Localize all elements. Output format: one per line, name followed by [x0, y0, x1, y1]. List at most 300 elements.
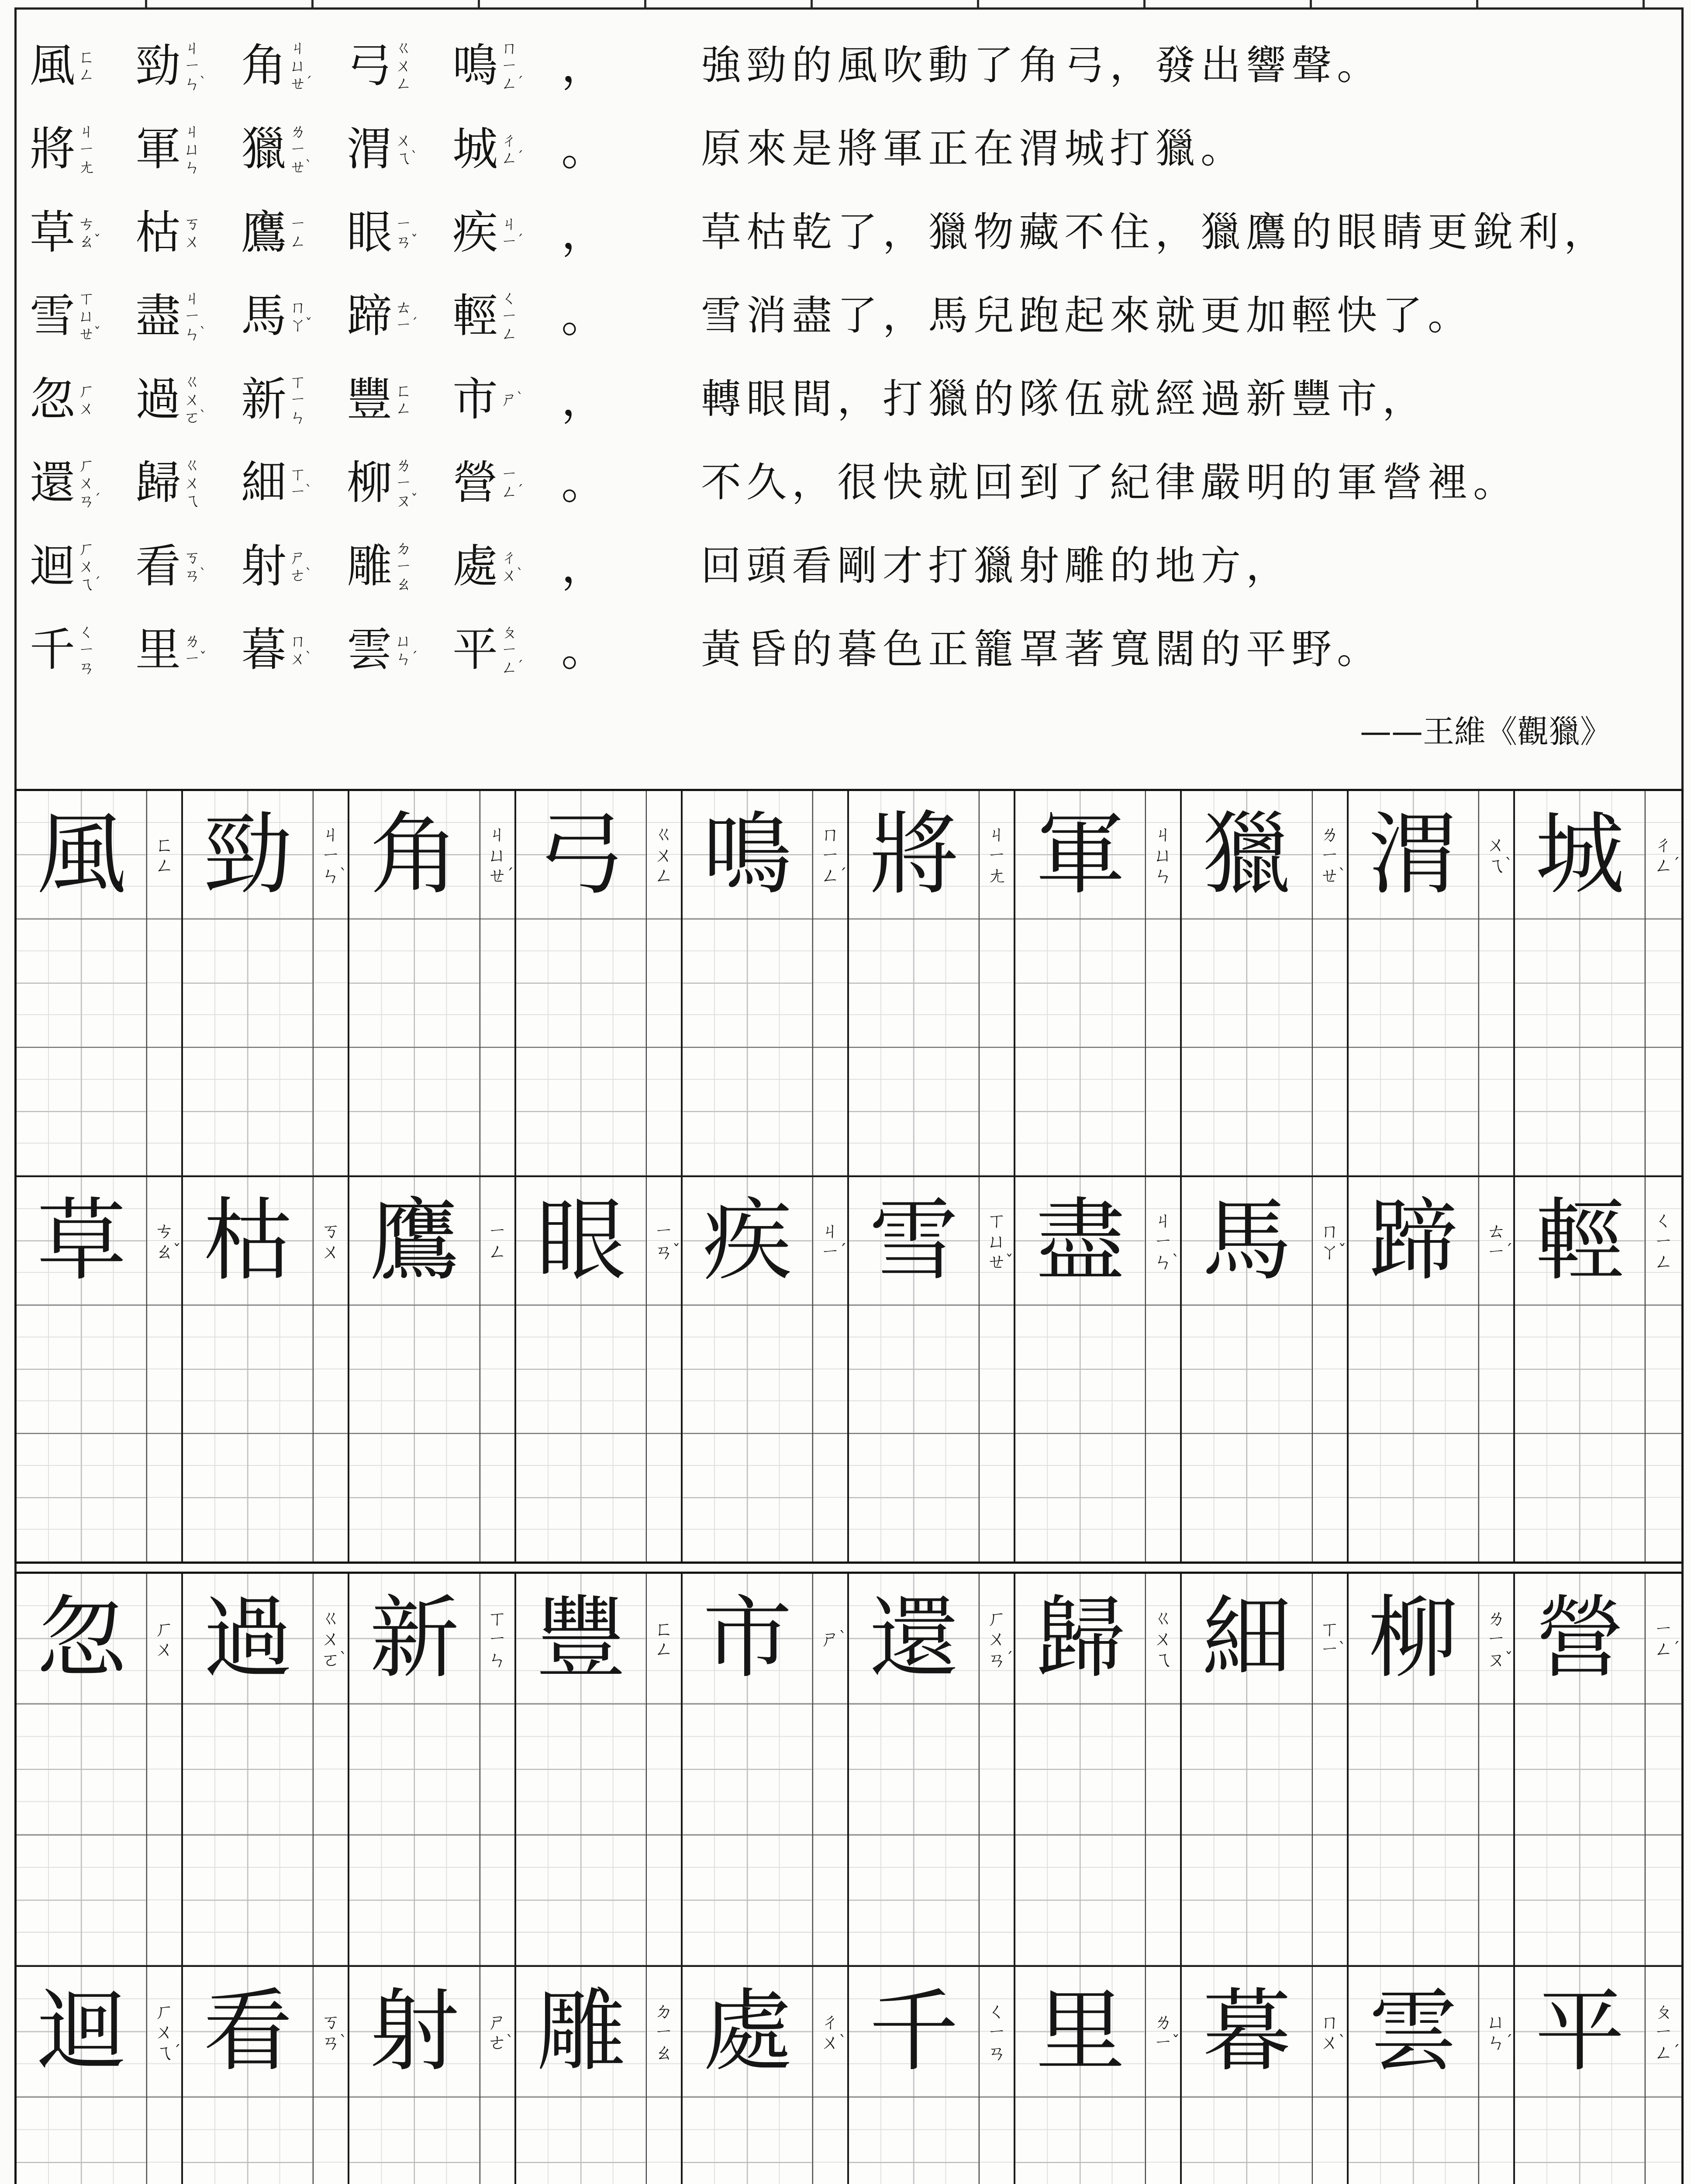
- poem-line: [0, 621, 1691, 678]
- bopomofo-tone-mark: ˇ: [1338, 1241, 1346, 1260]
- practice-column: [849, 1574, 1015, 1965]
- poem-character-group: [240, 621, 327, 678]
- bopomofo-glyph: ㄥ: [1654, 854, 1674, 877]
- practice-row: [17, 1574, 1681, 1967]
- model-square: [516, 1967, 646, 2098]
- bopomofo-stack: [1486, 2011, 1513, 2054]
- bopomofo-stack: [987, 824, 1006, 887]
- poem-character-group: [134, 538, 221, 594]
- practice-square: [183, 1434, 313, 1562]
- bopomofo-glyph: ㄣ: [184, 157, 201, 177]
- poem-character-group: [345, 121, 433, 177]
- model-bopomofo: [654, 823, 673, 887]
- model-character: 看: [203, 1980, 293, 2084]
- practice-column: [1182, 791, 1348, 1175]
- model-bopomofo: [488, 1607, 507, 1670]
- bopomofo-square: [1146, 1306, 1180, 1434]
- poem-bopomofo: [290, 631, 312, 668]
- bopomofo-tone-mark: ˊ: [1505, 2032, 1513, 2051]
- poem-bopomofo: [395, 455, 418, 511]
- bopomofo-cell: [647, 1574, 683, 1965]
- bopomofo-stack: [487, 823, 514, 887]
- bopomofo-glyph: ㄟ: [1486, 854, 1506, 877]
- bopomofo-square: [1479, 1835, 1513, 1965]
- bopomofo-tone-mark: ˊ: [517, 483, 524, 499]
- model-bopomofo: [321, 1607, 347, 1671]
- bopomofo-glyph: ㄧ: [821, 844, 840, 867]
- practice-square: [17, 2098, 146, 2184]
- poem-character: 勁: [135, 39, 181, 92]
- bopomofo-glyph: ㄧ: [78, 640, 95, 660]
- model-square: [516, 1574, 646, 1704]
- bopomofo-square: [480, 1048, 514, 1175]
- bopomofo-cell: [1479, 1967, 1515, 2184]
- model-bopomofo: [654, 2000, 673, 2063]
- poem-character-group: [28, 621, 116, 678]
- bopomofo-glyph: ㄧ: [78, 139, 95, 159]
- bopomofo-stack: [321, 2011, 347, 2054]
- model-square: [17, 1967, 146, 2098]
- bopomofo-glyph: ㄠ: [654, 2042, 673, 2064]
- bopomofo-glyph: ㄧ: [321, 844, 341, 867]
- bopomofo-glyph: ㄤ: [78, 157, 95, 177]
- bopomofo-glyph: ㄣ: [1486, 2031, 1506, 2054]
- bopomofo-glyph: ㄨ: [395, 56, 412, 76]
- bopomofo-square: [1146, 1704, 1180, 1835]
- bopomofo-glyph: ㄍ: [1153, 1607, 1173, 1630]
- bopomofo-glyph: ㄨ: [184, 473, 201, 493]
- character-cell: [183, 1177, 314, 1562]
- bopomofo-glyph: ㄑ: [78, 622, 95, 642]
- bopomofo-tone-mark: ˊ: [517, 233, 524, 249]
- model-square: [683, 1177, 812, 1306]
- poem-line: [0, 121, 1691, 177]
- bopomofo-square: [647, 1048, 681, 1175]
- bopomofo-glyph: ㄕ: [487, 2011, 507, 2033]
- bopomofo-stack: [395, 539, 412, 593]
- bopomofo-stack: [501, 464, 524, 501]
- bopomofo-glyph: ㄒ: [987, 1209, 1007, 1232]
- poem-character: 城: [452, 122, 498, 176]
- bopomofo-glyph: ㄝ: [487, 864, 507, 887]
- model-square: [17, 1574, 146, 1704]
- model-bopomofo: [155, 2000, 181, 2064]
- bopomofo-square: [813, 791, 847, 919]
- bopomofo-tone-mark: ˊ: [173, 2042, 181, 2061]
- poem-character: 獵: [241, 122, 286, 176]
- model-character: 里: [1035, 1980, 1125, 2084]
- bopomofo-glyph: ㄠ: [78, 232, 95, 251]
- bopomofo-cell: [647, 1967, 683, 2184]
- bopomofo-glyph: ㄒ: [1320, 1617, 1339, 1640]
- bopomofo-cell: [813, 1177, 849, 1562]
- model-square: [17, 1177, 146, 1306]
- bopomofo-glyph: ㄇ: [1320, 1220, 1339, 1242]
- bopomofo-stack: [395, 455, 418, 511]
- practice-column: [349, 791, 516, 1175]
- bopomofo-tone-mark: ˇ: [411, 492, 418, 508]
- poem-character-group: [345, 538, 433, 594]
- bopomofo-glyph: ㄥ: [1654, 1251, 1674, 1273]
- bopomofo-stack: [395, 214, 418, 251]
- model-square: [1015, 1177, 1145, 1306]
- practice-grid-frame: [14, 1572, 1684, 2184]
- bopomofo-stack: [321, 1607, 347, 1671]
- bopomofo-stack: [78, 214, 101, 251]
- poem-character: 將: [29, 122, 75, 176]
- bopomofo-glyph: ㄨ: [987, 1628, 1007, 1650]
- bopomofo-stack: [1654, 1210, 1673, 1273]
- model-bopomofo: [487, 823, 514, 887]
- practice-square: [183, 2098, 313, 2184]
- bopomofo-glyph: ㄧ: [1153, 1230, 1173, 1253]
- model-square: [1349, 791, 1478, 919]
- character-cell: [1182, 1574, 1312, 1965]
- bopomofo-glyph: ㄧ: [821, 1241, 840, 1263]
- poem-character: 里: [135, 623, 181, 676]
- bopomofo-square: [147, 1048, 181, 1175]
- model-square: [1182, 1967, 1311, 2098]
- practice-square: [683, 1835, 812, 1965]
- bopomofo-square: [1313, 1967, 1347, 2098]
- bopomofo-glyph: ㄎ: [321, 1220, 341, 1242]
- bopomofo-glyph: ㄨ: [184, 390, 201, 409]
- bopomofo-cell: [1146, 1574, 1182, 1965]
- bopomofo-glyph: ㄈ: [78, 47, 95, 66]
- poem-character: 角: [241, 39, 286, 92]
- bopomofo-square: [147, 1306, 181, 1434]
- bopomofo-cell: [980, 1967, 1015, 2184]
- bopomofo-stack: [1153, 1209, 1180, 1273]
- bopomofo-glyph: ㄩ: [290, 56, 307, 76]
- bopomofo-glyph: ㄕ: [821, 1628, 840, 1650]
- bopomofo-square: [1313, 1574, 1347, 1704]
- bopomofo-glyph: ㄥ: [395, 399, 412, 418]
- poem-character-group: [134, 621, 221, 678]
- bopomofo-glyph: ㄝ: [987, 1251, 1007, 1273]
- practice-column: [1515, 791, 1681, 1175]
- bopomofo-stack: [78, 623, 95, 677]
- bopomofo-glyph: ㄡ: [395, 491, 412, 511]
- bopomofo-glyph: ㄣ: [1153, 1251, 1173, 1273]
- bopomofo-stack: [1654, 833, 1680, 877]
- bopomofo-square: [1479, 1048, 1513, 1175]
- bopomofo-stack: [1486, 833, 1513, 877]
- bopomofo-glyph: ㄐ: [1153, 1209, 1173, 1232]
- model-bopomofo: [1153, 1607, 1173, 1670]
- bopomofo-cell: [813, 1574, 849, 1965]
- bopomofo-glyph: ㄇ: [501, 38, 518, 58]
- bopomofo-stack: [501, 547, 524, 585]
- bopomofo-glyph: ㄨ: [78, 399, 95, 418]
- bopomofo-glyph: ㄩ: [487, 844, 507, 867]
- practice-square: [1015, 919, 1145, 1048]
- poem-character: 迴: [29, 539, 75, 593]
- poem-translation: 草枯乾了，獵物藏不住，獵鷹的眼睛更銳利，: [701, 209, 1610, 256]
- model-character: 新: [369, 1586, 459, 1691]
- bopomofo-tone-mark: ˋ: [1338, 1639, 1346, 1658]
- bopomofo-glyph: ㄕ: [290, 547, 307, 567]
- practice-square: [1515, 1048, 1645, 1175]
- bopomofo-glyph: ㄩ: [1153, 844, 1173, 867]
- bopomofo-square: [980, 2098, 1014, 2184]
- poem-character-group: [451, 454, 538, 511]
- bopomofo-glyph: ㄩ: [78, 306, 95, 326]
- bopomofo-glyph: ㄣ: [184, 74, 201, 93]
- model-character: 射: [369, 1980, 459, 2084]
- bopomofo-stack: [987, 2001, 1006, 2063]
- bopomofo-square: [1146, 1048, 1180, 1175]
- practice-column: [1015, 1177, 1182, 1562]
- bopomofo-square: [480, 1967, 514, 2098]
- character-cell: [17, 791, 147, 1175]
- bopomofo-stack: [395, 631, 418, 668]
- bopomofo-stack: [488, 1608, 507, 1670]
- bopomofo-square: [480, 919, 514, 1048]
- model-character: 千: [869, 1980, 959, 2084]
- model-square: [683, 791, 812, 919]
- bopomofo-glyph: ㄊ: [395, 297, 412, 317]
- bopomofo-glyph: ㄔ: [821, 2011, 840, 2033]
- poem-character-group: [240, 454, 327, 511]
- model-square: [516, 1177, 646, 1306]
- model-character: 還: [869, 1586, 959, 1691]
- poem-bopomofo: [290, 38, 312, 93]
- model-square: [849, 1967, 979, 2098]
- bopomofo-glyph: ㄉ: [654, 2000, 673, 2023]
- bopomofo-glyph: ㄩ: [1486, 2011, 1506, 2033]
- bopomofo-square: [813, 1434, 847, 1562]
- model-square: [683, 1967, 812, 2098]
- bopomofo-square: [1646, 2098, 1681, 2184]
- bopomofo-stack: [184, 547, 207, 585]
- poem-bopomofo: [290, 464, 312, 501]
- bopomofo-stack: [501, 289, 518, 343]
- model-character: 忽: [37, 1586, 127, 1691]
- practice-square: [849, 1306, 979, 1434]
- bopomofo-glyph: ㄩ: [987, 1230, 1007, 1253]
- bopomofo-stack: [321, 1220, 340, 1262]
- bopomofo-square: [1479, 1434, 1513, 1562]
- bopomofo-glyph: ㄧ: [654, 2021, 673, 2043]
- bopomofo-tone-mark: ˇ: [94, 233, 101, 249]
- bopomofo-stack: [395, 297, 418, 335]
- bopomofo-square: [147, 1967, 181, 2098]
- character-cell: [1015, 791, 1146, 1175]
- model-square: [849, 791, 979, 919]
- character-cell: [849, 791, 980, 1175]
- bopomofo-square: [1313, 1048, 1347, 1175]
- practice-column: [17, 1967, 183, 2184]
- model-character: 馬: [1202, 1189, 1292, 1293]
- bopomofo-glyph: ㄥ: [487, 1241, 507, 1263]
- bopomofo-tone-mark: ˊ: [839, 866, 847, 884]
- practice-square: [17, 1835, 146, 1965]
- bopomofo-square: [980, 1177, 1014, 1306]
- bopomofo-square: [647, 1967, 681, 2098]
- model-square: [17, 791, 146, 919]
- bopomofo-glyph: ㄨ: [395, 130, 412, 150]
- poem-character: 新: [241, 373, 286, 426]
- model-square: [349, 791, 479, 919]
- poem-bopomofo: [501, 622, 524, 677]
- practice-column: [683, 1177, 849, 1562]
- practice-square: [1015, 1306, 1145, 1434]
- model-square: [1349, 1177, 1478, 1306]
- bopomofo-square: [647, 1177, 681, 1306]
- bopomofo-glyph: ㄘ: [78, 214, 95, 233]
- bopomofo-square: [813, 1574, 847, 1704]
- bopomofo-glyph: ㄧ: [395, 214, 412, 233]
- poem-punctuation: ，: [561, 206, 607, 259]
- bopomofo-square: [1146, 1434, 1180, 1562]
- bopomofo-stack: [487, 2011, 514, 2054]
- poem-character: 柳: [346, 456, 392, 509]
- character-cell: [683, 1574, 813, 1965]
- practice-square: [1349, 1306, 1478, 1434]
- bopomofo-glyph: ㄇ: [290, 631, 307, 650]
- bopomofo-square: [147, 919, 181, 1048]
- poem-bopomofo: [395, 130, 418, 168]
- bopomofo-tone-mark: ˋ: [517, 567, 524, 582]
- practice-row: [17, 791, 1681, 1177]
- bopomofo-tone-mark: ˊ: [94, 575, 101, 591]
- character-cell: [1182, 1177, 1312, 1562]
- poem-character: 軍: [135, 122, 181, 176]
- bopomofo-stack: [501, 38, 524, 93]
- poem-bopomofo: [184, 547, 207, 585]
- bopomofo-glyph: ㄧ: [395, 473, 412, 493]
- poem-character-group: [451, 371, 538, 428]
- model-bopomofo: [821, 823, 847, 887]
- poem-bopomofo: [78, 381, 95, 418]
- bopomofo-glyph: ㄢ: [654, 1241, 673, 1263]
- bopomofo-glyph: ㄣ: [290, 408, 307, 427]
- poem-bopomofo: [290, 214, 306, 251]
- bopomofo-glyph: ㄟ: [78, 574, 95, 594]
- poem-punctuation: ，: [561, 39, 607, 92]
- bopomofo-cell: [1146, 1177, 1182, 1562]
- practice-column: [516, 1177, 683, 1562]
- character-cell: [17, 1177, 147, 1562]
- bopomofo-tone-mark: ˊ: [517, 149, 524, 165]
- bopomofo-square: [647, 1835, 681, 1965]
- bopomofo-tone-mark: ˇ: [672, 1241, 680, 1260]
- bopomofo-square: [647, 791, 681, 919]
- model-square: [1515, 1967, 1645, 2098]
- model-square: [1349, 1967, 1478, 2098]
- model-character: 細: [1202, 1586, 1292, 1691]
- practice-column: [17, 1574, 183, 1965]
- bopomofo-glyph: ㄌ: [184, 631, 201, 650]
- practice-square: [1015, 1048, 1145, 1175]
- bopomofo-glyph: ㄐ: [78, 121, 95, 141]
- model-character: 疾: [702, 1189, 792, 1293]
- model-character: 柳: [1368, 1586, 1458, 1691]
- bopomofo-square: [480, 1177, 514, 1306]
- model-bopomofo: [1153, 1209, 1180, 1273]
- practice-square: [1349, 1835, 1478, 1965]
- poem-bopomofo: [78, 455, 101, 511]
- practice-column: [1015, 791, 1182, 1175]
- poem-bopomofo: [78, 214, 101, 251]
- bopomofo-stack: [1320, 1220, 1346, 1263]
- model-bopomofo: [987, 823, 1006, 887]
- bopomofo-stack: [290, 631, 312, 668]
- bopomofo-square: [1479, 1704, 1513, 1835]
- poem-character: 歸: [135, 456, 181, 509]
- bopomofo-cell: [480, 791, 516, 1175]
- poem-bopomofo: [290, 121, 312, 177]
- bopomofo-glyph: ㄑ: [987, 2000, 1007, 2023]
- practice-column: [1182, 1177, 1348, 1562]
- bopomofo-square: [1313, 2098, 1347, 2184]
- bopomofo-stack: [290, 215, 306, 251]
- bopomofo-square: [147, 1835, 181, 1965]
- practice-square: [1515, 1434, 1645, 1562]
- bopomofo-square: [980, 919, 1014, 1048]
- practice-column: [183, 1574, 349, 1965]
- poem-character-group: [451, 204, 538, 261]
- bopomofo-stack: [987, 1209, 1013, 1273]
- bopomofo-tone-mark: ˋ: [305, 158, 312, 174]
- practice-square: [349, 1704, 479, 1835]
- bopomofo-stack: [184, 456, 200, 510]
- character-cell: [183, 1574, 314, 1965]
- bopomofo-stack: [290, 464, 312, 501]
- bopomofo-cell: [1646, 1967, 1681, 2184]
- practice-square: [1515, 1835, 1645, 1965]
- model-square: [349, 1967, 479, 2098]
- character-cell: [516, 791, 647, 1175]
- practice-column: [849, 791, 1015, 1175]
- bopomofo-glyph: ㄏ: [78, 539, 95, 558]
- bopomofo-stack: [1320, 823, 1346, 887]
- poem-translation: 黃昏的暮色正籠罩著寬闊的平野。: [701, 626, 1383, 673]
- bopomofo-glyph: ㄥ: [654, 864, 673, 887]
- practice-square: [683, 1048, 812, 1175]
- model-character: 鳴: [702, 802, 792, 907]
- bopomofo-glyph: ㄨ: [1320, 2031, 1339, 2054]
- bopomofo-cell: [1646, 1177, 1681, 1562]
- practice-column: [1182, 1967, 1348, 2184]
- model-bopomofo: [1486, 1607, 1513, 1671]
- bopomofo-glyph: ㄣ: [487, 1648, 507, 1671]
- bopomofo-glyph: ㄟ: [1153, 1648, 1173, 1671]
- bopomofo-glyph: ㄧ: [1654, 1617, 1674, 1640]
- bopomofo-glyph: ㄑ: [1654, 1209, 1674, 1232]
- bopomofo-glyph: ㄎ: [184, 547, 201, 567]
- practice-square: [1349, 2098, 1478, 2184]
- bopomofo-glyph: ㄣ: [395, 649, 412, 668]
- bopomofo-glyph: ㄏ: [78, 380, 95, 400]
- poem-attribution: ——王維《觀獵》: [1360, 713, 1612, 750]
- bopomofo-stack: [184, 372, 207, 427]
- model-bopomofo: [1320, 2011, 1346, 2054]
- bopomofo-square: [314, 1177, 348, 1306]
- poem-bopomofo: [78, 121, 95, 176]
- bopomofo-square: [314, 791, 348, 919]
- poem-line: [0, 287, 1691, 344]
- bopomofo-glyph: ㄥ: [1654, 1638, 1674, 1661]
- bopomofo-cell: [480, 1967, 516, 2184]
- bopomofo-glyph: ㄘ: [155, 1220, 174, 1242]
- bopomofo-glyph: ㄛ: [321, 1648, 341, 1671]
- bopomofo-stack: [1153, 1608, 1173, 1670]
- model-bopomofo: [155, 1220, 181, 1263]
- model-square: [1515, 791, 1645, 919]
- bopomofo-stack: [321, 823, 347, 887]
